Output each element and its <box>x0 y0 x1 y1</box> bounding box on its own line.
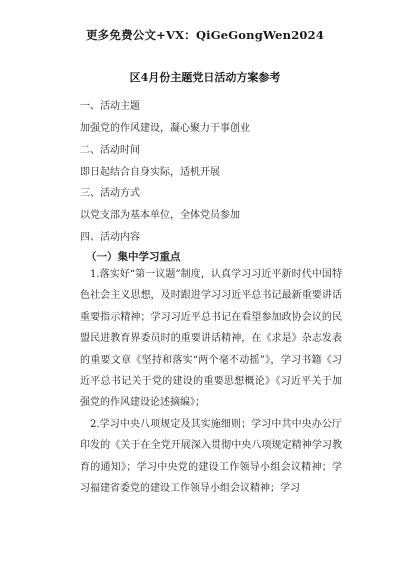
section-heading-content: 四、活动内容 <box>80 232 140 243</box>
paragraph-study-2: 2.学习中央八项规定及其实施细则；学习中共中央办公厅印发的《关于在全党开展深入贯彻中央八项规定精神学习教育的通知》；学习中央党的建设工作领导小组会议精神；学习福建省委党的建设工作领导小组会议精神；学习 <box>80 419 342 495</box>
document-title: 区4月份主题党日活动方案参考 <box>129 71 281 84</box>
section-body-method: 以党支部为基本单位，全体党员参加 <box>80 210 240 221</box>
section-heading-time: 二、活动时间 <box>80 145 140 156</box>
section-body-theme: 加强党的作风建设，凝心聚力干事创业 <box>80 123 250 134</box>
subsection-heading-study: （一）集中学习重点 <box>86 251 181 263</box>
section-heading-method: 三、活动方式 <box>80 188 140 199</box>
promo-banner: 更多免费公文+VX：QiGeGongWen2024 <box>85 28 325 42</box>
paragraph-study-1: 1.落实好“第一议题”制度，认真学习习近平新时代中国特色社会主义思想，及时跟进学习习近平总书记最新重要讲话重要指示精神；学习习近平总书记在看望参加政协会议的民盟民进教育界委员时的重要讲话精神，在《求是》杂志发表的重要文章《坚持和落实“两个毫不动摇”》，学习书籍《习近平总书记关于党的建设的重要思想概论》《习近平关于加强党的作风建设论述摘编》； <box>80 269 342 409</box>
section-heading-theme: 一、活动主题 <box>80 101 140 112</box>
section-body-time: 即日起结合自身实际，适机开展 <box>80 167 220 178</box>
